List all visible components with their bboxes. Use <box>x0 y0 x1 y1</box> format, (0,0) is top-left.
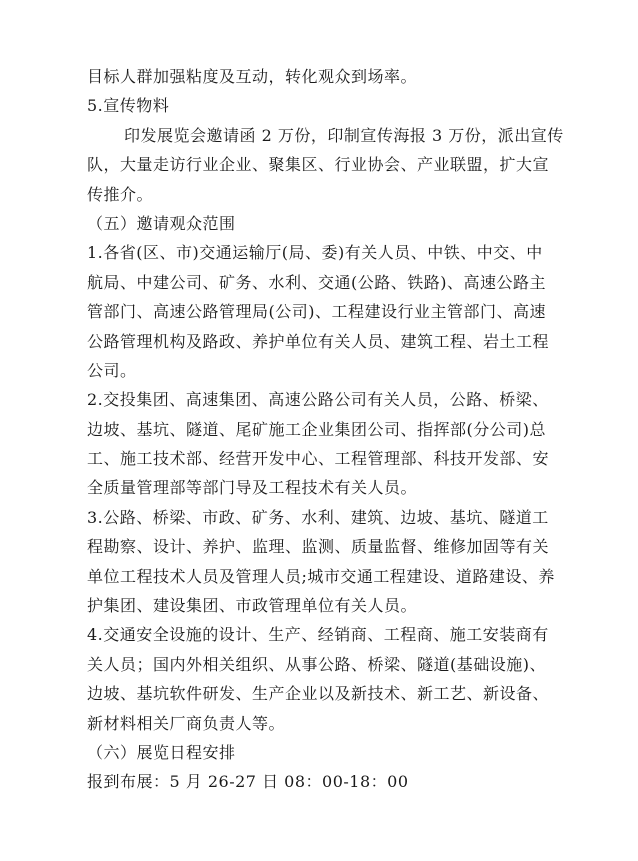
text-line: 报到布展：5 月 26-27 日 08：00-18：00 <box>87 772 409 792</box>
text-line: 管部门、高速公路管理局(公司)、工程建设行业主管部门、高速 <box>87 302 546 322</box>
text-line: 护集团、建设集团、市政管理单位有关人员。 <box>87 596 418 616</box>
text-line: 边坡、基坑软件研发、生产企业以及新技术、新工艺、新设备、 <box>87 684 550 704</box>
text-line: 单位工程技术人员及管理人员;城市交通工程建设、道路建设、养 <box>87 566 555 586</box>
text-line: 工、施工技术部、经营开发中心、工程管理部、科技开发部、安 <box>87 449 550 469</box>
text-line: 3.公路、桥梁、市政、矿务、水利、建筑、边坡、基坑、隧道工 <box>87 507 549 527</box>
text-line: 关人员；国内外相关组织、从事公路、桥梁、隧道(基础设施)、 <box>87 654 546 674</box>
text-line: 印发展览会邀请函 2 万份，印制宣传海报 3 万份，派出宣传 <box>124 125 564 145</box>
text-line: 边坡、基坑、隧道、尾矿施工企业集团公司、指挥部(分公司)总 <box>87 419 546 439</box>
text-line: 队，大量走访行业企业、聚集区、行业协会、产业联盟，扩大宣 <box>87 155 550 175</box>
text-line: 目标人群加强粘度及互动，转化观众到场率。 <box>87 67 418 86</box>
text-line: 程勘察、设计、养护、监理、监测、质量监督、维修加固等有关 <box>87 537 550 557</box>
text-line: 新材料相关厂商负责人等。 <box>87 713 286 733</box>
section-heading-audience: （五）邀请观众范围 <box>87 213 236 233</box>
text-line: 全质量管理部等部门导及工程技术有关人员。 <box>87 478 418 498</box>
text-line: 1.各省(区、市)交通运输厅(局、委)有关人员、中铁、中交、中 <box>87 243 543 263</box>
text-line: 航局、中建公司、矿务、水利、交通(公路、铁路)、高速公路主 <box>87 272 546 292</box>
text-line: 公路管理机构及路政、养护单位有关人员、建筑工程、岩土工程 <box>87 331 550 351</box>
document-body <box>87 62 567 797</box>
section-heading-schedule: （六）展览日程安排 <box>87 742 236 762</box>
text-line: 2.交投集团、高速集团、高速公路公司有关人员，公路、桥梁、 <box>87 390 549 410</box>
text-line: 传推介。 <box>87 184 154 204</box>
text-line: 4.交通安全设施的设计、生产、经销商、工程商、施工安装商有 <box>87 625 549 645</box>
section-heading-5: 5.宣传物料 <box>87 96 170 116</box>
text-line: 公司。 <box>87 360 137 380</box>
